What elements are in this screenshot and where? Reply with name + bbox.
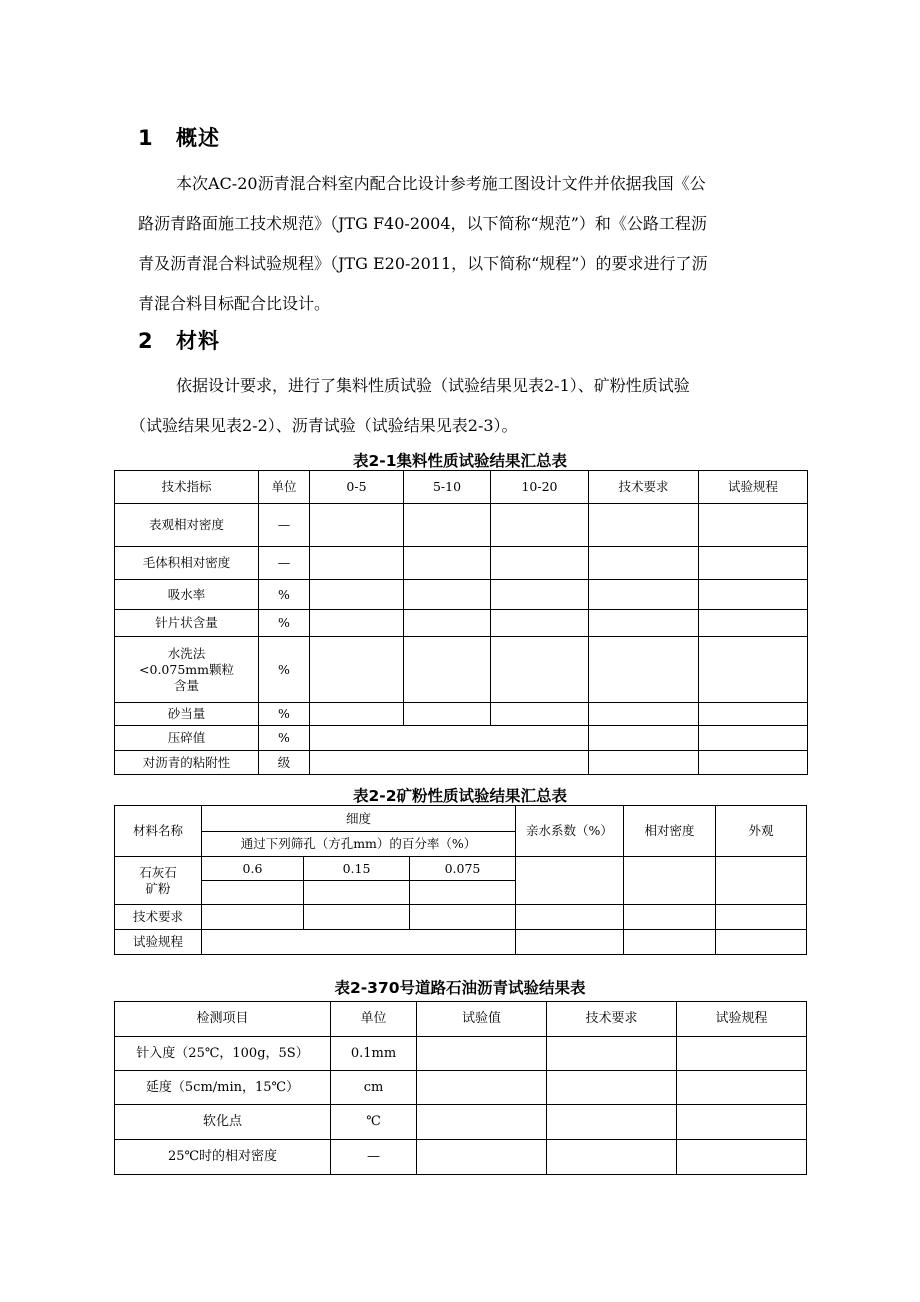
value-cell <box>202 905 304 930</box>
section-title: 材料 <box>176 329 220 353</box>
sieve-size: 0.075 <box>410 857 516 881</box>
row-label: 吸水率 <box>115 580 259 610</box>
row-unit: % <box>259 610 310 637</box>
header-cell: 单位 <box>259 471 310 504</box>
value-cell <box>589 580 699 610</box>
header-cell: 试验值 <box>417 1002 547 1037</box>
asphalt-test-table <box>114 1001 807 1175</box>
value-cell <box>417 1140 547 1175</box>
table-row <box>115 726 808 751</box>
row-label: 25℃时的相对密度 <box>115 1140 331 1175</box>
aggregate-properties-table <box>114 470 808 775</box>
value-cell <box>677 1071 807 1105</box>
value-cell <box>310 703 404 726</box>
section-heading-overview <box>138 122 220 152</box>
header-cell: 亲水系数（%） <box>516 806 624 857</box>
header-cell: 细度 <box>202 806 516 832</box>
value-cell <box>516 905 624 930</box>
value-cell <box>716 857 807 905</box>
mineral-powder-table <box>114 805 807 955</box>
value-cell <box>304 905 410 930</box>
value-cell <box>310 610 404 637</box>
value-cell <box>404 504 491 547</box>
section-number: 2 <box>138 329 154 353</box>
value-cell <box>699 726 808 751</box>
value-cell <box>404 637 491 703</box>
header-cell: 5-10 <box>404 471 491 504</box>
table-row <box>115 703 808 726</box>
value-cell <box>677 1105 807 1140</box>
value-cell <box>491 610 589 637</box>
value-cell <box>417 1105 547 1140</box>
header-cell: 相对密度 <box>624 806 716 857</box>
value-cell <box>516 930 624 955</box>
paragraph-line: 路沥青路面施工技术规范》（JTG F40-2004，以下简称“规范”）和《公路工程沥 <box>138 214 707 233</box>
value-cell <box>491 637 589 703</box>
row-label: 软化点 <box>115 1105 331 1140</box>
value-cell <box>589 703 699 726</box>
row-unit: — <box>331 1140 417 1175</box>
value-cell <box>404 547 491 580</box>
table3-caption: 表2-370号道路石油沥青试验结果表 <box>334 979 586 997</box>
value-cell <box>202 881 304 905</box>
header-cell: 0-5 <box>310 471 404 504</box>
paragraph-line: 本次AC-20沥青混合料室内配合比设计参考施工图设计文件并依据我国《公 <box>176 174 706 193</box>
table-row <box>115 1071 807 1105</box>
row-label: 针片状含量 <box>115 610 259 637</box>
row-label: 表观相对密度 <box>115 504 259 547</box>
paragraph-line: 青及沥青混合料试验规程》（JTG E20-2011，以下简称“规程”）的要求进行了沥 <box>138 254 708 273</box>
value-cell <box>491 580 589 610</box>
table-row <box>115 857 807 881</box>
value-cell <box>589 751 699 775</box>
value-cell <box>310 504 404 547</box>
section-number: 1 <box>138 126 154 150</box>
header-cell: 技术要求 <box>547 1002 677 1037</box>
row-unit: % <box>259 703 310 726</box>
table-row <box>115 637 808 703</box>
value-cell <box>624 905 716 930</box>
value-cell-merged <box>310 751 589 775</box>
value-cell <box>589 637 699 703</box>
row-label: 毛体积相对密度 <box>115 547 259 580</box>
row-unit: — <box>259 504 310 547</box>
header-cell: 技术要求 <box>589 471 699 504</box>
value-cell <box>699 580 808 610</box>
table-header-row <box>115 1002 807 1037</box>
table-header-row <box>115 806 807 832</box>
table-row <box>115 1037 807 1071</box>
paragraph-line: 青混合料目标配合比设计。 <box>138 294 331 313</box>
table-row <box>115 547 808 580</box>
table1-caption: 表2-1集料性质试验结果汇总表 <box>352 452 567 470</box>
header-cell: 试验规程 <box>677 1002 807 1037</box>
row-unit: 0.1mm <box>331 1037 417 1071</box>
row-label: 对沥青的粘附性 <box>115 751 259 775</box>
table-header-row <box>115 471 808 504</box>
value-cell <box>547 1105 677 1140</box>
value-cell <box>716 905 807 930</box>
row-label: 试验规程 <box>115 930 202 955</box>
sieve-size: 0.15 <box>304 857 410 881</box>
row-label: 技术要求 <box>115 905 202 930</box>
row-unit: % <box>259 637 310 703</box>
value-cell <box>589 547 699 580</box>
value-cell <box>491 703 589 726</box>
row-unit: % <box>259 726 310 751</box>
row-label: 延度（5cm/min，15℃） <box>115 1071 331 1105</box>
value-cell <box>699 703 808 726</box>
value-cell <box>677 1037 807 1071</box>
section-title: 概述 <box>176 126 220 150</box>
header-cell: 单位 <box>331 1002 417 1037</box>
value-cell <box>404 580 491 610</box>
value-cell <box>404 610 491 637</box>
sieve-size: 0.6 <box>202 857 304 881</box>
value-cell <box>677 1140 807 1175</box>
value-cell <box>404 703 491 726</box>
header-cell: 10-20 <box>491 471 589 504</box>
value-cell <box>699 751 808 775</box>
row-unit: cm <box>331 1071 417 1105</box>
value-cell <box>310 637 404 703</box>
row-unit: % <box>259 580 310 610</box>
value-cell <box>516 857 624 905</box>
table-row <box>115 751 808 775</box>
table-row <box>115 610 808 637</box>
header-cell: 试验规程 <box>699 471 808 504</box>
value-cell <box>547 1071 677 1105</box>
materials-paragraph <box>130 366 798 446</box>
table-row <box>115 905 807 930</box>
row-label: 水洗法<0.075mm颗粒含量 <box>115 637 259 703</box>
table2-caption: 表2-2矿粉性质试验结果汇总表 <box>352 787 567 805</box>
overview-paragraph <box>138 164 788 324</box>
value-cell <box>699 504 808 547</box>
value-cell <box>699 637 808 703</box>
value-cell <box>699 610 808 637</box>
value-cell <box>716 930 807 955</box>
header-cell: 材料名称 <box>115 806 202 857</box>
table-row <box>115 930 807 955</box>
header-cell: 检测项目 <box>115 1002 331 1037</box>
row-unit: 级 <box>259 751 310 775</box>
value-cell <box>589 504 699 547</box>
paragraph-line: 依据设计要求，进行了集料性质试验（试验结果见表2-1）、矿粉性质试验 <box>176 376 690 395</box>
value-cell-merged <box>310 726 589 751</box>
value-cell <box>547 1037 677 1071</box>
header-cell: 技术指标 <box>115 471 259 504</box>
value-cell <box>491 504 589 547</box>
section-heading-materials <box>138 325 220 355</box>
value-cell <box>547 1140 677 1175</box>
value-cell <box>624 930 716 955</box>
value-cell <box>417 1037 547 1071</box>
row-unit: ℃ <box>331 1105 417 1140</box>
value-cell <box>410 905 516 930</box>
row-unit: — <box>259 547 310 580</box>
paragraph-line: （试验结果见表2-2）、沥青试验（试验结果见表2-3）。 <box>130 416 518 435</box>
header-cell: 外观 <box>716 806 807 857</box>
table-row <box>115 1105 807 1140</box>
table-row <box>115 504 808 547</box>
value-cell <box>699 547 808 580</box>
value-cell <box>310 580 404 610</box>
table-row <box>115 1140 807 1175</box>
value-cell <box>310 547 404 580</box>
value-cell <box>589 726 699 751</box>
value-cell <box>410 881 516 905</box>
value-cell <box>491 547 589 580</box>
header-cell: 通过下列筛孔（方孔mm）的百分率（%） <box>202 832 516 857</box>
value-cell <box>624 857 716 905</box>
value-cell <box>304 881 410 905</box>
value-cell-merged <box>202 930 516 955</box>
value-cell <box>589 610 699 637</box>
row-label: 压碎值 <box>115 726 259 751</box>
value-cell <box>417 1071 547 1105</box>
row-label: 针入度（25℃，100g，5S） <box>115 1037 331 1071</box>
row-label: 砂当量 <box>115 703 259 726</box>
table-row <box>115 580 808 610</box>
row-label: 石灰石矿粉 <box>115 857 202 905</box>
